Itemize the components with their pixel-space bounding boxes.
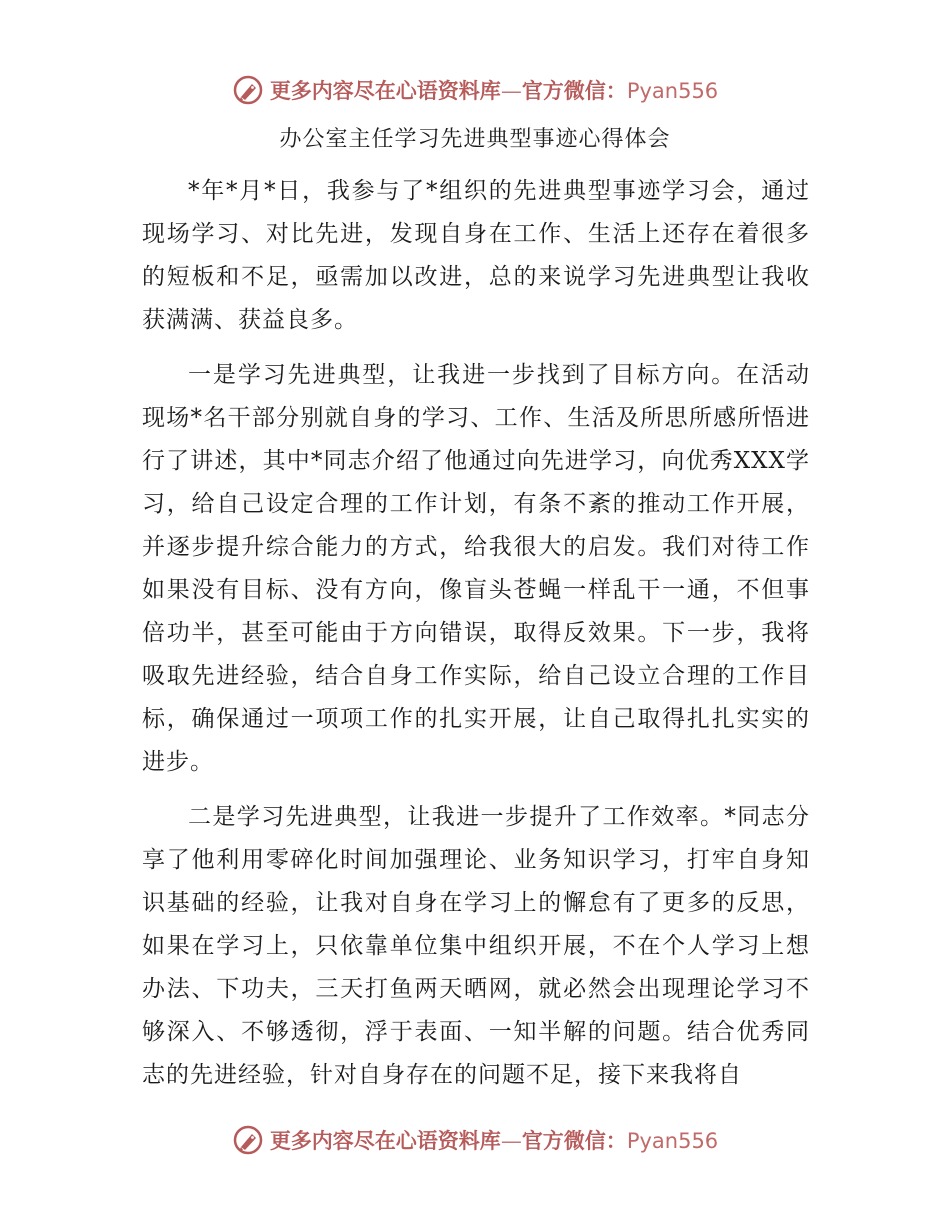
paragraph-point-one: 一是学习先进典型，让我进一步找到了目标方向。在活动现场*名干部分别就自身的学习、工作、生活及所思所感所悟进行了讲述，其中*同志介绍了他通过向先进学习，向优秀XXX学习，给自己设定合理的工作计划，有条不紊的推动工作开展，并逐步提升综合能力的方式，给我很大的启发。我们对待工作如果没有目标、没有方向，像盲头苍蝇一样乱干一通，不但事倍功半，甚至可能由于方向错误，取得反效果。下一步，我将吸取先进经验，结合自身工作实际，给自己设立合理的工作目标，确保通过一项项工作的扎实开展，让自己取得扎扎实实的进步。 <box>142 362 810 775</box>
paragraph-intro: *年*月*日，我参与了*组织的先进典型事迹学习会，通过现场学习、对比先进，发现自身在工作、生活上还存在着很多的短板和不足，亟需加以改进，总的来说学习先进典型让我收获满满、获益良多。 <box>142 178 810 333</box>
banner-main-text: 更多内容尽在心语资料库 <box>269 1129 501 1153</box>
paragraph-point-two: 二是学习先进典型，让我进一步提升了工作效率。*同志分享了他利用零碎化时间加强理论、业务知识学习，打牢自身知识基础的经验，让我对自身在学习上的懈怠有了更多的反思，如果在学习上，只依靠单位集中组织开展，不在个人学习上想办法、下功夫，三天打鱼两天晒网，就必然会出现理论学习不够深入、不够透彻，浮于表面、一知半解的问题。结合优秀同志的先进经验，针对自身存在的问题不足，接下来我将自 <box>142 804 810 1088</box>
banner-dash: — <box>500 79 522 103</box>
pen-nib-logo-icon <box>232 1124 264 1156</box>
header-watermark-banner <box>0 70 950 110</box>
banner-main-text: 更多内容尽在心语资料库 <box>269 79 501 103</box>
footer-watermark-banner <box>0 1120 950 1160</box>
banner-suffix-text: 官方微信： <box>521 79 627 103</box>
banner-suffix-text: 官方微信： <box>521 1129 627 1153</box>
document-body <box>142 170 810 1109</box>
banner-handle: Pyan556 <box>626 1129 719 1153</box>
pen-nib-logo-icon <box>232 74 264 106</box>
banner-handle: Pyan556 <box>626 79 719 103</box>
banner-dash: — <box>500 1129 522 1153</box>
document-title: 办公室主任学习先进典型事迹心得体会 <box>279 127 671 152</box>
